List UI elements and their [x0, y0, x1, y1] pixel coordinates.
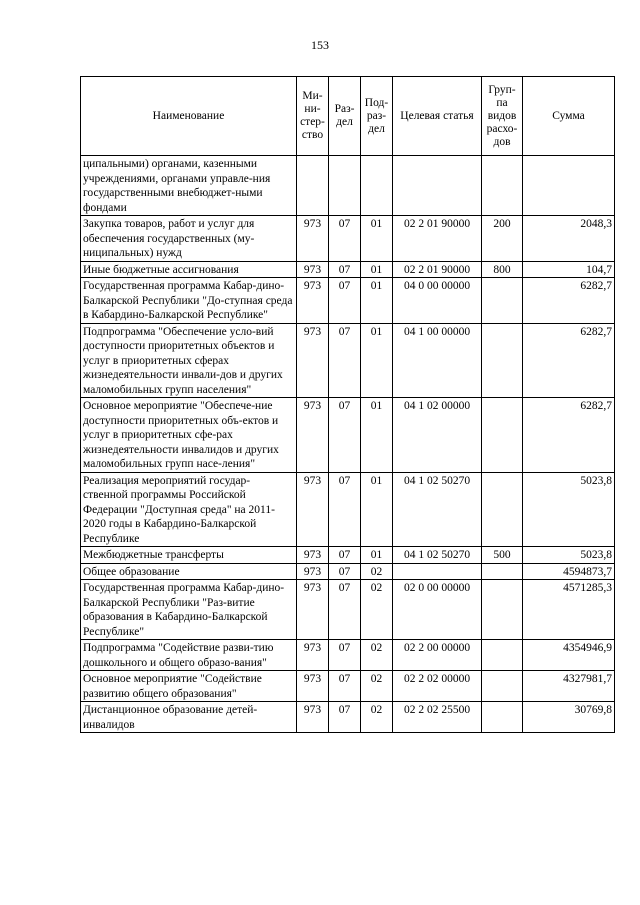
cell-name: Дистанционное образование детей-инвалидов	[81, 702, 297, 733]
header-row	[81, 77, 615, 156]
cell-name: ципальными) органами, казенными учреждениями, органами управле-ния государственными внебюджет-ными фондами	[81, 156, 297, 216]
cell-section: 07	[329, 563, 361, 580]
header-sum: Сумма	[523, 77, 615, 156]
table-row	[81, 261, 615, 278]
cell-name: Подпрограмма "Содействие разви-тию дошкольного и общего образо-вания"	[81, 640, 297, 671]
cell-section: 07	[329, 702, 361, 733]
cell-target	[393, 563, 482, 580]
table-row	[81, 216, 615, 262]
cell-section: 07	[329, 640, 361, 671]
cell-section: 07	[329, 580, 361, 640]
header-target: Целевая статья	[393, 77, 482, 156]
cell-sum: 4354946,9	[523, 640, 615, 671]
cell-ministry: 973	[297, 580, 329, 640]
cell-ministry: 973	[297, 323, 329, 398]
cell-section: 07	[329, 278, 361, 324]
cell-target: 02 2 01 90000	[393, 261, 482, 278]
table-row	[81, 156, 615, 216]
cell-target: 02 0 00 00000	[393, 580, 482, 640]
cell-target: 04 1 00 00000	[393, 323, 482, 398]
header-section: Раз-дел	[329, 77, 361, 156]
cell-ministry: 973	[297, 640, 329, 671]
cell-name: Закупка товаров, работ и услуг для обеспечения государственных (му-ниципальных) нужд	[81, 216, 297, 262]
cell-section: 07	[329, 547, 361, 564]
header-name: Наименование	[81, 77, 297, 156]
table-row	[81, 671, 615, 702]
cell-subsection: 02	[361, 640, 393, 671]
cell-ministry	[297, 156, 329, 216]
table-row	[81, 547, 615, 564]
cell-sum: 5023,8	[523, 547, 615, 564]
cell-sum: 104,7	[523, 261, 615, 278]
cell-subsection: 02	[361, 563, 393, 580]
cell-ministry: 973	[297, 547, 329, 564]
cell-target: 02 2 02 25500	[393, 702, 482, 733]
table-row	[81, 580, 615, 640]
cell-section: 07	[329, 216, 361, 262]
table-row	[81, 278, 615, 324]
cell-ministry: 973	[297, 216, 329, 262]
cell-ministry: 973	[297, 563, 329, 580]
table-row	[81, 398, 615, 473]
cell-section: 07	[329, 472, 361, 547]
cell-subsection: 02	[361, 702, 393, 733]
cell-section	[329, 156, 361, 216]
cell-sum	[523, 156, 615, 216]
cell-name: Основное мероприятие "Обеспече-ние доступности приоритетных объ-ектов и услуг в приоритетных сфе-рах жизнедеятельности инвалидов и других маломобильных групп насе-ления"	[81, 398, 297, 473]
header-subsection: Под-раз-дел	[361, 77, 393, 156]
cell-sum: 6282,7	[523, 323, 615, 398]
cell-group	[482, 156, 523, 216]
cell-sum: 30769,8	[523, 702, 615, 733]
cell-subsection: 01	[361, 472, 393, 547]
cell-sum: 5023,8	[523, 472, 615, 547]
table-row	[81, 640, 615, 671]
page-number: 153	[311, 38, 329, 52]
cell-subsection	[361, 156, 393, 216]
cell-name: Иные бюджетные ассигнования	[81, 261, 297, 278]
cell-subsection: 01	[361, 398, 393, 473]
table-row	[81, 323, 615, 398]
cell-group	[482, 671, 523, 702]
cell-name: Государственная программа Кабар-дино-Балкарской Республики "До-ступная среда в Кабардино-Балкарской Республике"	[81, 278, 297, 324]
cell-name: Реализация мероприятий государ-ственной программы Российской Федерации "Доступная среда" на 2011-2020 годы в Кабардино-Балкарской Республике	[81, 472, 297, 547]
cell-subsection: 02	[361, 580, 393, 640]
cell-name: Межбюджетные трансферты	[81, 547, 297, 564]
cell-target: 04 1 02 50270	[393, 472, 482, 547]
table-row	[81, 472, 615, 547]
cell-section: 07	[329, 323, 361, 398]
table-row	[81, 563, 615, 580]
cell-sum: 2048,3	[523, 216, 615, 262]
cell-name: Основное мероприятие "Содействие развитию общего образования"	[81, 671, 297, 702]
cell-name: Общее образование	[81, 563, 297, 580]
budget-table	[80, 76, 615, 733]
cell-group	[482, 640, 523, 671]
cell-group	[482, 580, 523, 640]
cell-target: 04 0 00 00000	[393, 278, 482, 324]
cell-subsection: 02	[361, 671, 393, 702]
cell-section: 07	[329, 398, 361, 473]
cell-ministry: 973	[297, 398, 329, 473]
cell-target: 02 2 02 00000	[393, 671, 482, 702]
header-group: Груп-па видов расхо-дов	[482, 77, 523, 156]
cell-group: 800	[482, 261, 523, 278]
cell-subsection: 01	[361, 323, 393, 398]
cell-ministry: 973	[297, 278, 329, 324]
cell-sum: 4594873,7	[523, 563, 615, 580]
cell-subsection: 01	[361, 278, 393, 324]
cell-ministry: 973	[297, 472, 329, 547]
cell-ministry: 973	[297, 261, 329, 278]
cell-group: 200	[482, 216, 523, 262]
cell-target: 04 1 02 50270	[393, 547, 482, 564]
cell-sum: 4571285,3	[523, 580, 615, 640]
cell-group	[482, 702, 523, 733]
cell-sum: 6282,7	[523, 398, 615, 473]
cell-sum: 6282,7	[523, 278, 615, 324]
cell-name: Государственная программа Кабар-дино-Балкарской Республики "Раз-витие образования в Кабардино-Балкарской Республике"	[81, 580, 297, 640]
cell-group	[482, 472, 523, 547]
cell-target: 04 1 02 00000	[393, 398, 482, 473]
cell-section: 07	[329, 261, 361, 278]
cell-group	[482, 563, 523, 580]
cell-group: 500	[482, 547, 523, 564]
cell-subsection: 01	[361, 216, 393, 262]
table-row	[81, 702, 615, 733]
cell-ministry: 973	[297, 671, 329, 702]
cell-subsection: 01	[361, 261, 393, 278]
cell-ministry: 973	[297, 702, 329, 733]
cell-name: Подпрограмма "Обеспечение усло-вий доступности приоритетных объектов и услуг в приоритетных сферах жизнедеятельности инвали-дов и других маломобильных групп населения"	[81, 323, 297, 398]
cell-section: 07	[329, 671, 361, 702]
cell-sum: 4327981,7	[523, 671, 615, 702]
header-ministry: Ми-ни-стер-ство	[297, 77, 329, 156]
cell-group	[482, 278, 523, 324]
cell-target	[393, 156, 482, 216]
cell-target: 02 2 00 00000	[393, 640, 482, 671]
cell-target: 02 2 01 90000	[393, 216, 482, 262]
cell-group	[482, 398, 523, 473]
cell-subsection: 01	[361, 547, 393, 564]
cell-group	[482, 323, 523, 398]
